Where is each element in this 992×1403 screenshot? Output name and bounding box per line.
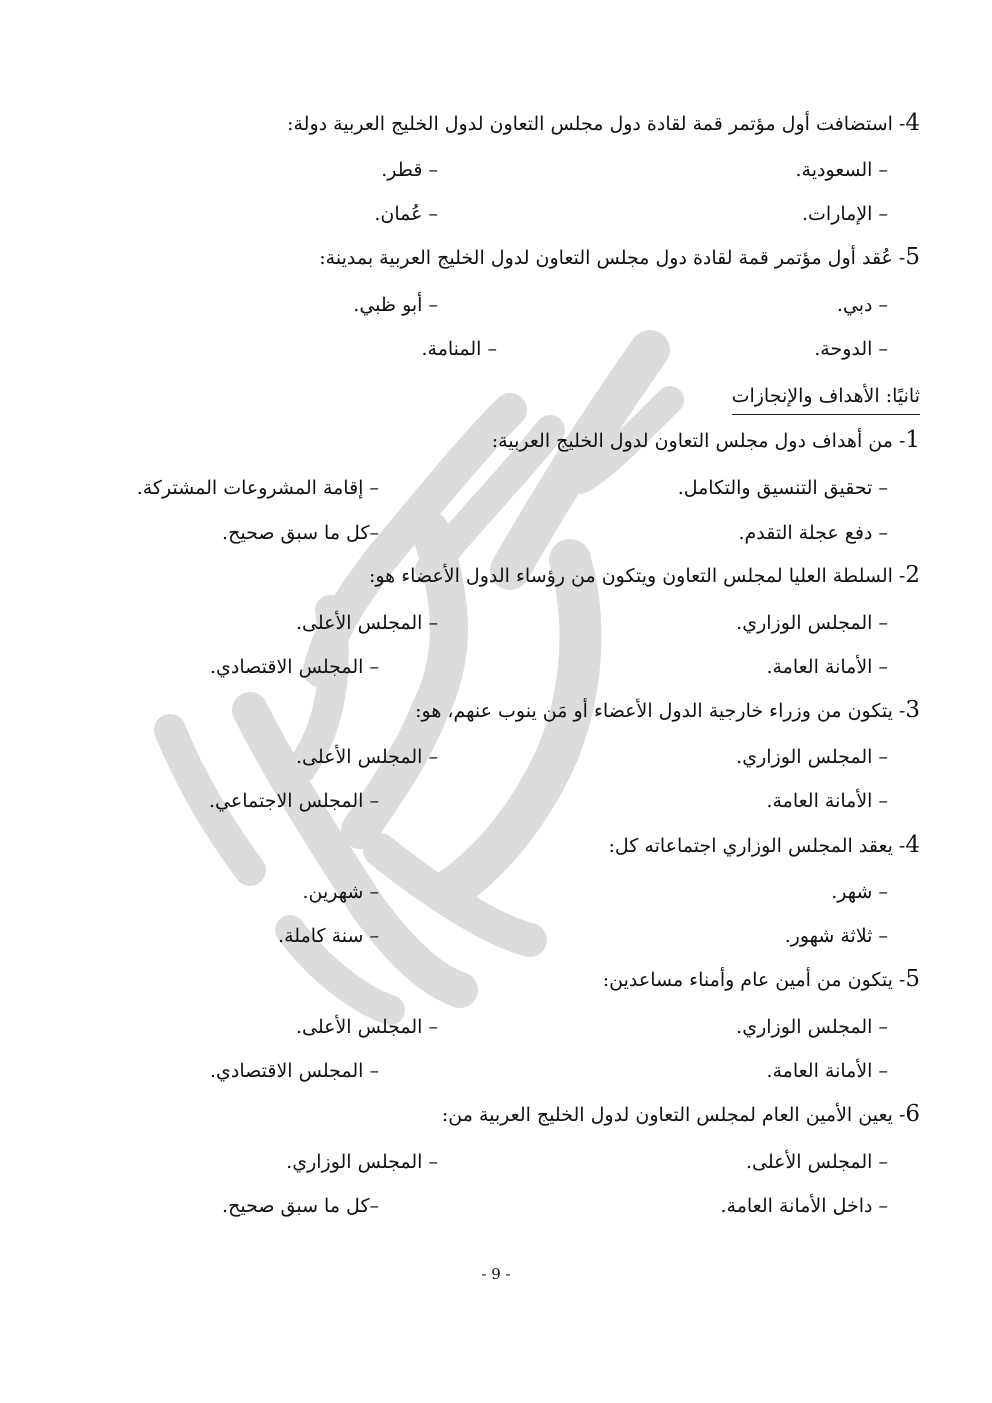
question-number: 5 <box>905 244 920 270</box>
option-b[interactable]: – المجلس الأعلى. <box>295 746 438 768</box>
option-a[interactable]: – السعودية. <box>795 159 888 181</box>
question-5-summit-city <box>319 245 920 270</box>
question-4-meeting-frequency <box>609 833 920 858</box>
question-number: 5 <box>905 966 920 992</box>
option-d[interactable]: –كل ما سبق صحيح. <box>222 522 379 544</box>
question-4-summit-host <box>287 111 920 136</box>
option-b[interactable]: – المجلس الأعلى. <box>295 612 438 634</box>
option-d[interactable]: –كل ما سبق صحيح. <box>222 1195 379 1217</box>
question-text: - من أهداف دول مجلس التعاون لدول الخليج العربية: <box>491 430 906 452</box>
question-2-supreme-authority <box>369 563 920 588</box>
option-d[interactable]: – المجلس الاقتصادي. <box>210 656 379 678</box>
option-d[interactable]: – سنة كاملة. <box>278 925 379 947</box>
question-text: - يعقد المجلس الوزاري اجتماعاته كل: <box>608 835 906 857</box>
question-text: - استضافت أول مؤتمر قمة لقادة دول مجلس التعاون لدول الخليج العربية دولة: <box>287 113 906 135</box>
option-b[interactable]: – المجلس الوزاري. <box>286 1151 438 1173</box>
option-c[interactable]: – الإمارات. <box>801 203 888 225</box>
option-c[interactable]: – الأمانة العامة. <box>766 1060 888 1082</box>
option-a[interactable]: – المجلس الوزاري. <box>736 746 888 768</box>
option-a[interactable]: – دبي. <box>836 294 888 316</box>
question-text: - السلطة العليا لمجلس التعاون ويتكون من رؤساء الدول الأعضاء هو: <box>368 565 906 587</box>
question-number: 4 <box>905 832 920 858</box>
option-d[interactable]: – المنامة. <box>421 338 497 360</box>
option-b[interactable]: – شهرين. <box>302 881 379 903</box>
question-text: - عُقد أول مؤتمر قمة لقادة دول مجلس التعاون لدول الخليج العربية بمدينة: <box>319 247 906 269</box>
question-number: 3 <box>905 697 920 723</box>
option-a[interactable]: – المجلس الأعلى. <box>745 1151 888 1173</box>
option-a[interactable]: – المجلس الوزاري. <box>736 612 888 634</box>
question-5-secretary-general <box>603 967 920 992</box>
question-text: - يعين الأمين العام لمجلس التعاون لدول الخليج العربية من: <box>441 1104 906 1126</box>
option-c[interactable]: – ثلاثة شهور. <box>784 925 888 947</box>
option-c[interactable]: – الدوحة. <box>814 338 888 360</box>
option-c[interactable]: – الأمانة العامة. <box>766 656 888 678</box>
option-a[interactable]: – تحقيق التنسيق والتكامل. <box>677 477 888 499</box>
question-number: 2 <box>905 562 920 588</box>
question-number: 6 <box>905 1101 920 1127</box>
option-c[interactable]: – دفع عجلة التقدم. <box>738 522 888 544</box>
option-d[interactable]: – عُمان. <box>374 203 438 225</box>
question-6-appointment <box>442 1102 920 1127</box>
option-b[interactable]: – إقامة المشروعات المشتركة. <box>136 477 379 499</box>
option-d[interactable]: – المجلس الاجتماعي. <box>209 790 379 812</box>
option-a[interactable]: – المجلس الوزاري. <box>736 1016 888 1038</box>
option-b[interactable]: – المجلس الأعلى. <box>295 1016 438 1038</box>
section-heading: ثانيًا: الأهداف والإنجازات <box>732 384 920 415</box>
option-b[interactable]: – أبو ظبي. <box>353 294 438 316</box>
question-number: 1 <box>905 427 920 453</box>
option-b[interactable]: – قطر. <box>381 159 438 181</box>
option-c[interactable]: – الأمانة العامة. <box>766 790 888 812</box>
question-3-ministerial-council <box>415 698 920 723</box>
question-number: 4 <box>905 110 920 136</box>
option-d[interactable]: – المجلس الاقتصادي. <box>210 1060 379 1082</box>
option-c[interactable]: – داخل الأمانة العامة. <box>720 1195 888 1217</box>
page-number: - 9 - <box>481 1265 511 1283</box>
question-text: - يتكون من أمين عام وأمناء مساعدين: <box>602 969 906 991</box>
question-text: - يتكون من وزراء خارجية الدول الأعضاء أو مَن ينوب عنهم، هو: <box>415 700 906 722</box>
option-a[interactable]: – شهر. <box>831 881 888 903</box>
question-1-goals <box>492 428 920 453</box>
